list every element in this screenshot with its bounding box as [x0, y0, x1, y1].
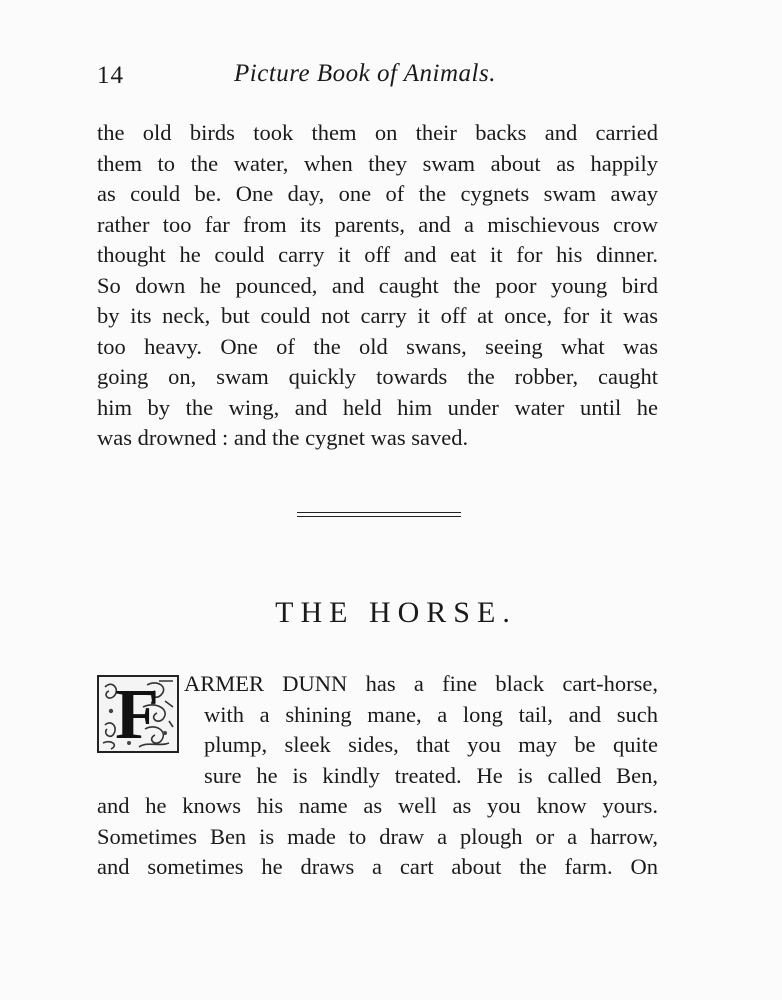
- section-divider: [297, 512, 461, 517]
- text-line: Sometimes Ben is made to draw a plough or a harrow,: [97, 823, 658, 849]
- text-line: was drowned : and the cygnet was saved.: [97, 425, 469, 450]
- text-line: rather too far from its parents, and a mischievous crow: [97, 211, 658, 237]
- text-line: the old birds took them on their backs and carried: [97, 120, 658, 145]
- text-line: as could be. One day, one of the cygnets swam away: [97, 181, 658, 206]
- text-line: by its neck, but could not carry it off at once, for it was: [97, 303, 658, 328]
- swan-story-paragraph: [97, 118, 658, 454]
- text-line: him by the wing, and held him under water until he: [97, 394, 658, 420]
- text-line: with a shining mane, a long tail, and such: [204, 701, 658, 727]
- running-title: Picture Book of Animals.: [234, 60, 496, 87]
- text-line: going on, swam quickly towards the robber, caught: [97, 364, 658, 389]
- text-line: too heavy. One of the old swans, seeing what was: [97, 333, 658, 359]
- text-line: So down he pounced, and caught the poor young bird: [97, 272, 658, 298]
- text-line: and he knows his name as well as you know yours.: [97, 793, 658, 818]
- section-title: THE HORSE.: [275, 596, 517, 629]
- text-line: them to the water, when they swam about as happily: [97, 150, 658, 176]
- text-line: thought he could carry it off and eat it for his dinner.: [97, 242, 658, 267]
- text-line: and sometimes he draws a cart about the farm. On: [97, 854, 658, 879]
- text-line: plump, sleek sides, that you may be quite: [204, 732, 658, 757]
- page-number: 14: [97, 62, 124, 89]
- text-line: ARMER DUNN has a fine black cart-horse,: [184, 671, 658, 696]
- text-line: sure he is kindly treated. He is called Ben,: [204, 762, 658, 788]
- horse-story-paragraph: [97, 669, 658, 883]
- drop-cap-letter: F: [115, 674, 159, 754]
